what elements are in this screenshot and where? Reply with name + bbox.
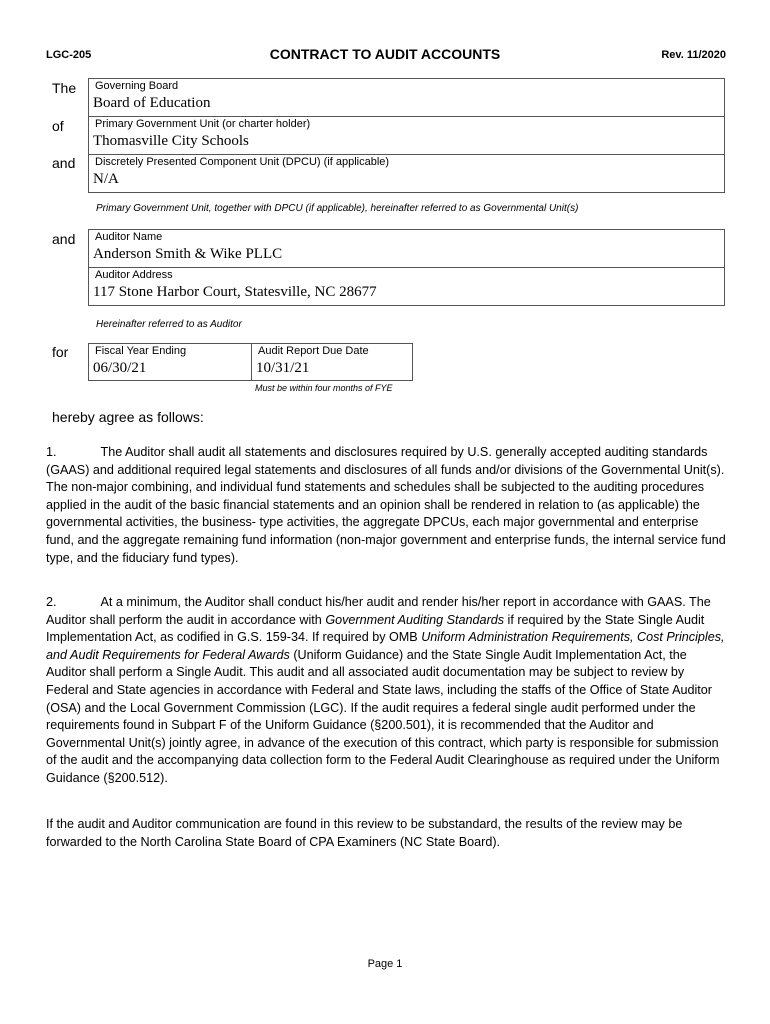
- page-number: Page 1: [367, 958, 403, 970]
- auditor-name-value: Anderson Smith & Wike PLLC: [93, 246, 283, 262]
- document-title: CONTRACT TO AUDIT ACCOUNTS: [269, 46, 501, 62]
- fiscal-year-ending-label: Fiscal Year Ending: [95, 345, 187, 357]
- paragraph-2: [46, 594, 726, 788]
- paragraph-1-number: 1.: [46, 445, 57, 459]
- word-and-auditor: and: [52, 231, 76, 247]
- governmental-unit-note: Primary Government Unit, together with DPCU (if applicable), hereinafter referred to as Governmental Unit(s): [96, 203, 579, 214]
- primary-unit-label: Primary Government Unit (or charter holder): [95, 118, 311, 130]
- word-and-dpcu: and: [52, 155, 76, 171]
- auditor-address-label: Auditor Address: [95, 269, 173, 281]
- auditor-name-label: Auditor Name: [95, 231, 163, 243]
- fiscal-year-ending-value: 06/30/21: [93, 360, 147, 376]
- word-for: for: [52, 344, 69, 360]
- paragraph-2-uniform-title: Uniform Administration Requirements, Cost Principles, and Audit Requirements for Federal Awards: [46, 630, 725, 662]
- paragraph-1: [46, 444, 726, 567]
- dpcu-label: Discretely Presented Component Unit (DPCU) (if applicable): [95, 156, 390, 168]
- governing-board-label: Governing Board: [95, 80, 179, 92]
- audit-report-due-value: 10/31/21: [256, 360, 310, 376]
- paragraph-1-text: The Auditor shall audit all statements and disclosures required by U.S. generally accepted auditing standards (GAAS) and additional required legal statements and disclosures of all funds and/or divisions of the Governmental Unit(s). The non-major combining, and individual fund statements and schedules shall be subjected to the auditing procedures applied in the audit of the basic financial statements and an opinion shall be rendered in relation to (as applicable) the governmental activities, the business- type activities, the aggregate DPCUs, each major governmental and enterprise fund, and the aggregate remaining fund information (non-major government and enterprise funds, the internal service fund type, and the fiduciary fund types).: [46, 445, 726, 565]
- audit-report-due-field[interactable]: [251, 343, 413, 381]
- dpcu-field[interactable]: [88, 154, 725, 193]
- due-date-note: Must be within four months of FYE: [255, 383, 393, 393]
- audit-report-due-label: Audit Report Due Date: [258, 345, 369, 357]
- auditor-address-field[interactable]: [88, 267, 725, 306]
- auditor-name-field[interactable]: [88, 229, 725, 268]
- paragraph-2-text-e: (Uniform Guidance) and the State Single Audit Implementation Act, the Auditor shall perform a Single Audit. This audit and all associated audit documentation may be subject to review by Federal and State agencies in accordance with Federal and State laws, including the staffs of the Office of State Auditor (OSA) and the Local Government Commission (LGC). If the audit requires a federal single audit performed under the requirements found in Subpart F of the Uniform Guidance (§200.501), it is recommended that the Auditor and Governmental Unit(s) jointly agree, in advance of the execution of this contract, which party is responsible for submission of the audit and the accompanying data collection form to the Federal Audit Clearinghouse as required under the Uniform Guidance (§200.512).: [46, 647, 720, 785]
- auditor-address-value: 117 Stone Harbor Court, Statesville, NC 28677: [93, 284, 377, 300]
- word-the: The: [52, 80, 77, 96]
- revision-date: Rev. 11/2020: [661, 49, 726, 61]
- auditor-note: Hereinafter referred to as Auditor: [96, 319, 242, 330]
- paragraph-2-number: 2.: [46, 595, 57, 609]
- form-code: LGC-205: [46, 49, 92, 61]
- primary-unit-field[interactable]: [88, 116, 725, 155]
- paragraph-2-gas-title: Government Auditing Standards: [325, 612, 505, 627]
- paragraph-2-text-a: At a minimum, the Auditor shall conduct his/her audit and render his/her report in accordance with GAAS. The Auditor shall perform the audit in accordance with: [46, 595, 711, 627]
- word-of: of: [52, 118, 64, 134]
- agreement-intro: hereby agree as follows:: [52, 409, 204, 425]
- governing-board-value: Board of Education: [93, 95, 211, 111]
- governing-board-field[interactable]: [88, 78, 725, 117]
- dpcu-value: N/A: [93, 171, 119, 187]
- paragraph-3-text: If the audit and Auditor communication are found in this review to be substandard, the results of the review may be forwarded to the North Carolina State Board of CPA Examiners (NC State Board).: [46, 817, 683, 849]
- fiscal-year-ending-field[interactable]: [88, 343, 252, 381]
- primary-unit-value: Thomasville City Schools: [93, 133, 249, 149]
- paragraph-3: [46, 816, 726, 851]
- paragraph-2-text-c: if required by the State Single Audit Implementation Act, as codified in G.S. 159-34. If required by OMB: [46, 612, 705, 645]
